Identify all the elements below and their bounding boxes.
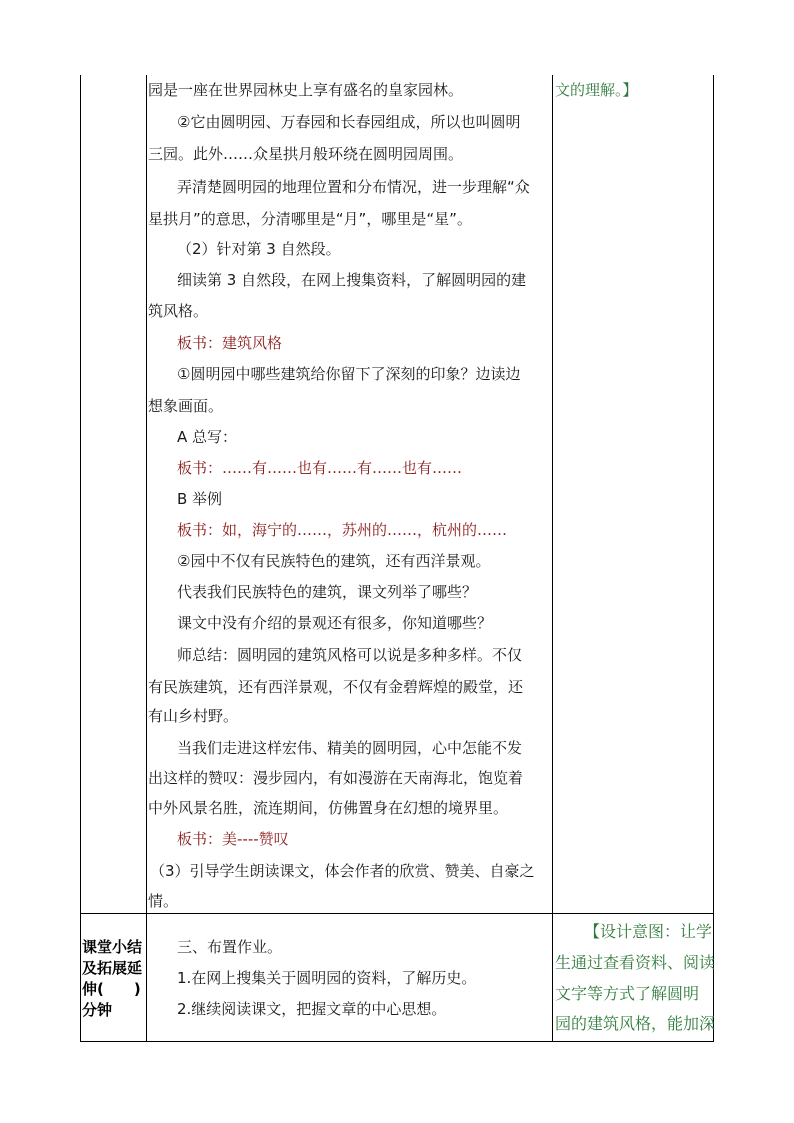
label-text: 课堂小结 [82, 938, 143, 956]
section-label-line: 及拓展延 [82, 959, 143, 977]
text-line: ②园中不仅有民族特色的建筑，还有西洋景观。 [177, 552, 491, 570]
text-line: B 举例 [177, 490, 223, 508]
table-border-col1 [146, 75, 147, 1042]
homework-item: 2.继续阅读课文，把握文章的中心思想。 [177, 1000, 447, 1018]
text-line: 当我们走进这样宏伟、精美的圆明园，心中怎能不发 [177, 739, 523, 757]
section-label-line [82, 937, 146, 958]
board-note: 板书：建筑风格 [177, 334, 283, 352]
board-note: 板书：如，海宁的……，苏州的……，杭州的…… [177, 521, 508, 539]
design-intent-line: 文字等方式了解圆明 [555, 984, 700, 1003]
text-line: 园是一座在世界园林史上享有盛名的皇家园林。 [148, 81, 464, 99]
text-line: （2）针对第 3 自然段。 [177, 240, 341, 258]
homework-heading: 三、布置作业。 [177, 938, 283, 956]
board-note: 板书：……有……也有……有……也有…… [177, 459, 463, 477]
text-line: 细读第 3 自然段，在网上搜集资料，了解圆明园的建 [177, 271, 527, 289]
section-label-line: 分钟 [82, 1001, 113, 1019]
design-intent-line: 生通过查看资料、阅读 [555, 953, 716, 972]
board-note: 板书：美----赞叹 [177, 830, 289, 848]
design-intent-line: 【设计意图：让学 [584, 922, 713, 941]
text-line: 有山乡村野。 [148, 707, 239, 725]
text-line: 情。 [148, 892, 179, 910]
text-line: 出这样的赞叹：漫步园内，有如漫游在天南海北，饱览着 [148, 769, 524, 787]
table-border-bottom [80, 1041, 714, 1042]
table-border-left [80, 75, 81, 1042]
text-line: 师总结：圆明园的建筑风格可以说是多种多样。不仅 [177, 646, 523, 664]
table-row-divider [80, 913, 714, 914]
text-line: 筑风格。 [148, 302, 209, 320]
table-border-col2 [552, 75, 553, 1042]
text-line: 三园。此外……众星拱月般环绕在圆明园周围。 [148, 145, 464, 163]
text-line: ②它由圆明园、万春园和长春园组成，所以也叫圆明 [177, 113, 521, 131]
text-line: 中外风景名胜，流连期间，仿佛置身在幻想的境界里。 [148, 799, 509, 817]
text-line: ①圆明园中哪些建筑给你留下了深刻的印象？边读边 [177, 365, 521, 383]
section-label-line: 伸( ) [82, 980, 141, 998]
text-line: A 总写： [177, 428, 238, 446]
text-line: （3）引导学生朗读课文，体会作者的欣赏、赞美、自豪之 [150, 862, 535, 880]
table-border-right [713, 75, 714, 1042]
text-line: 星拱月”的意思，分清哪里是“月”，哪里是“星”。 [148, 210, 472, 228]
text-line: 弄清楚圆明园的地理位置和分布情况，进一步理解“众 [177, 178, 530, 196]
text-line: 代表我们民族特色的建筑，课文列举了哪些？ [177, 583, 478, 601]
homework-item: 1.在网上搜集关于圆明园的资料，了解历史。 [177, 969, 477, 987]
text-line: 课文中没有介绍的景观还有很多，你知道哪些？ [177, 614, 493, 632]
design-note-ending: 文的理解。】 [555, 81, 638, 99]
text-line: 有民族建筑，还有西洋景观，不仅有金碧辉煌的殿堂，还 [148, 678, 524, 696]
text-line: 想象画面。 [148, 397, 224, 415]
design-intent-line: 园的建筑风格，能加深 [555, 1014, 716, 1033]
